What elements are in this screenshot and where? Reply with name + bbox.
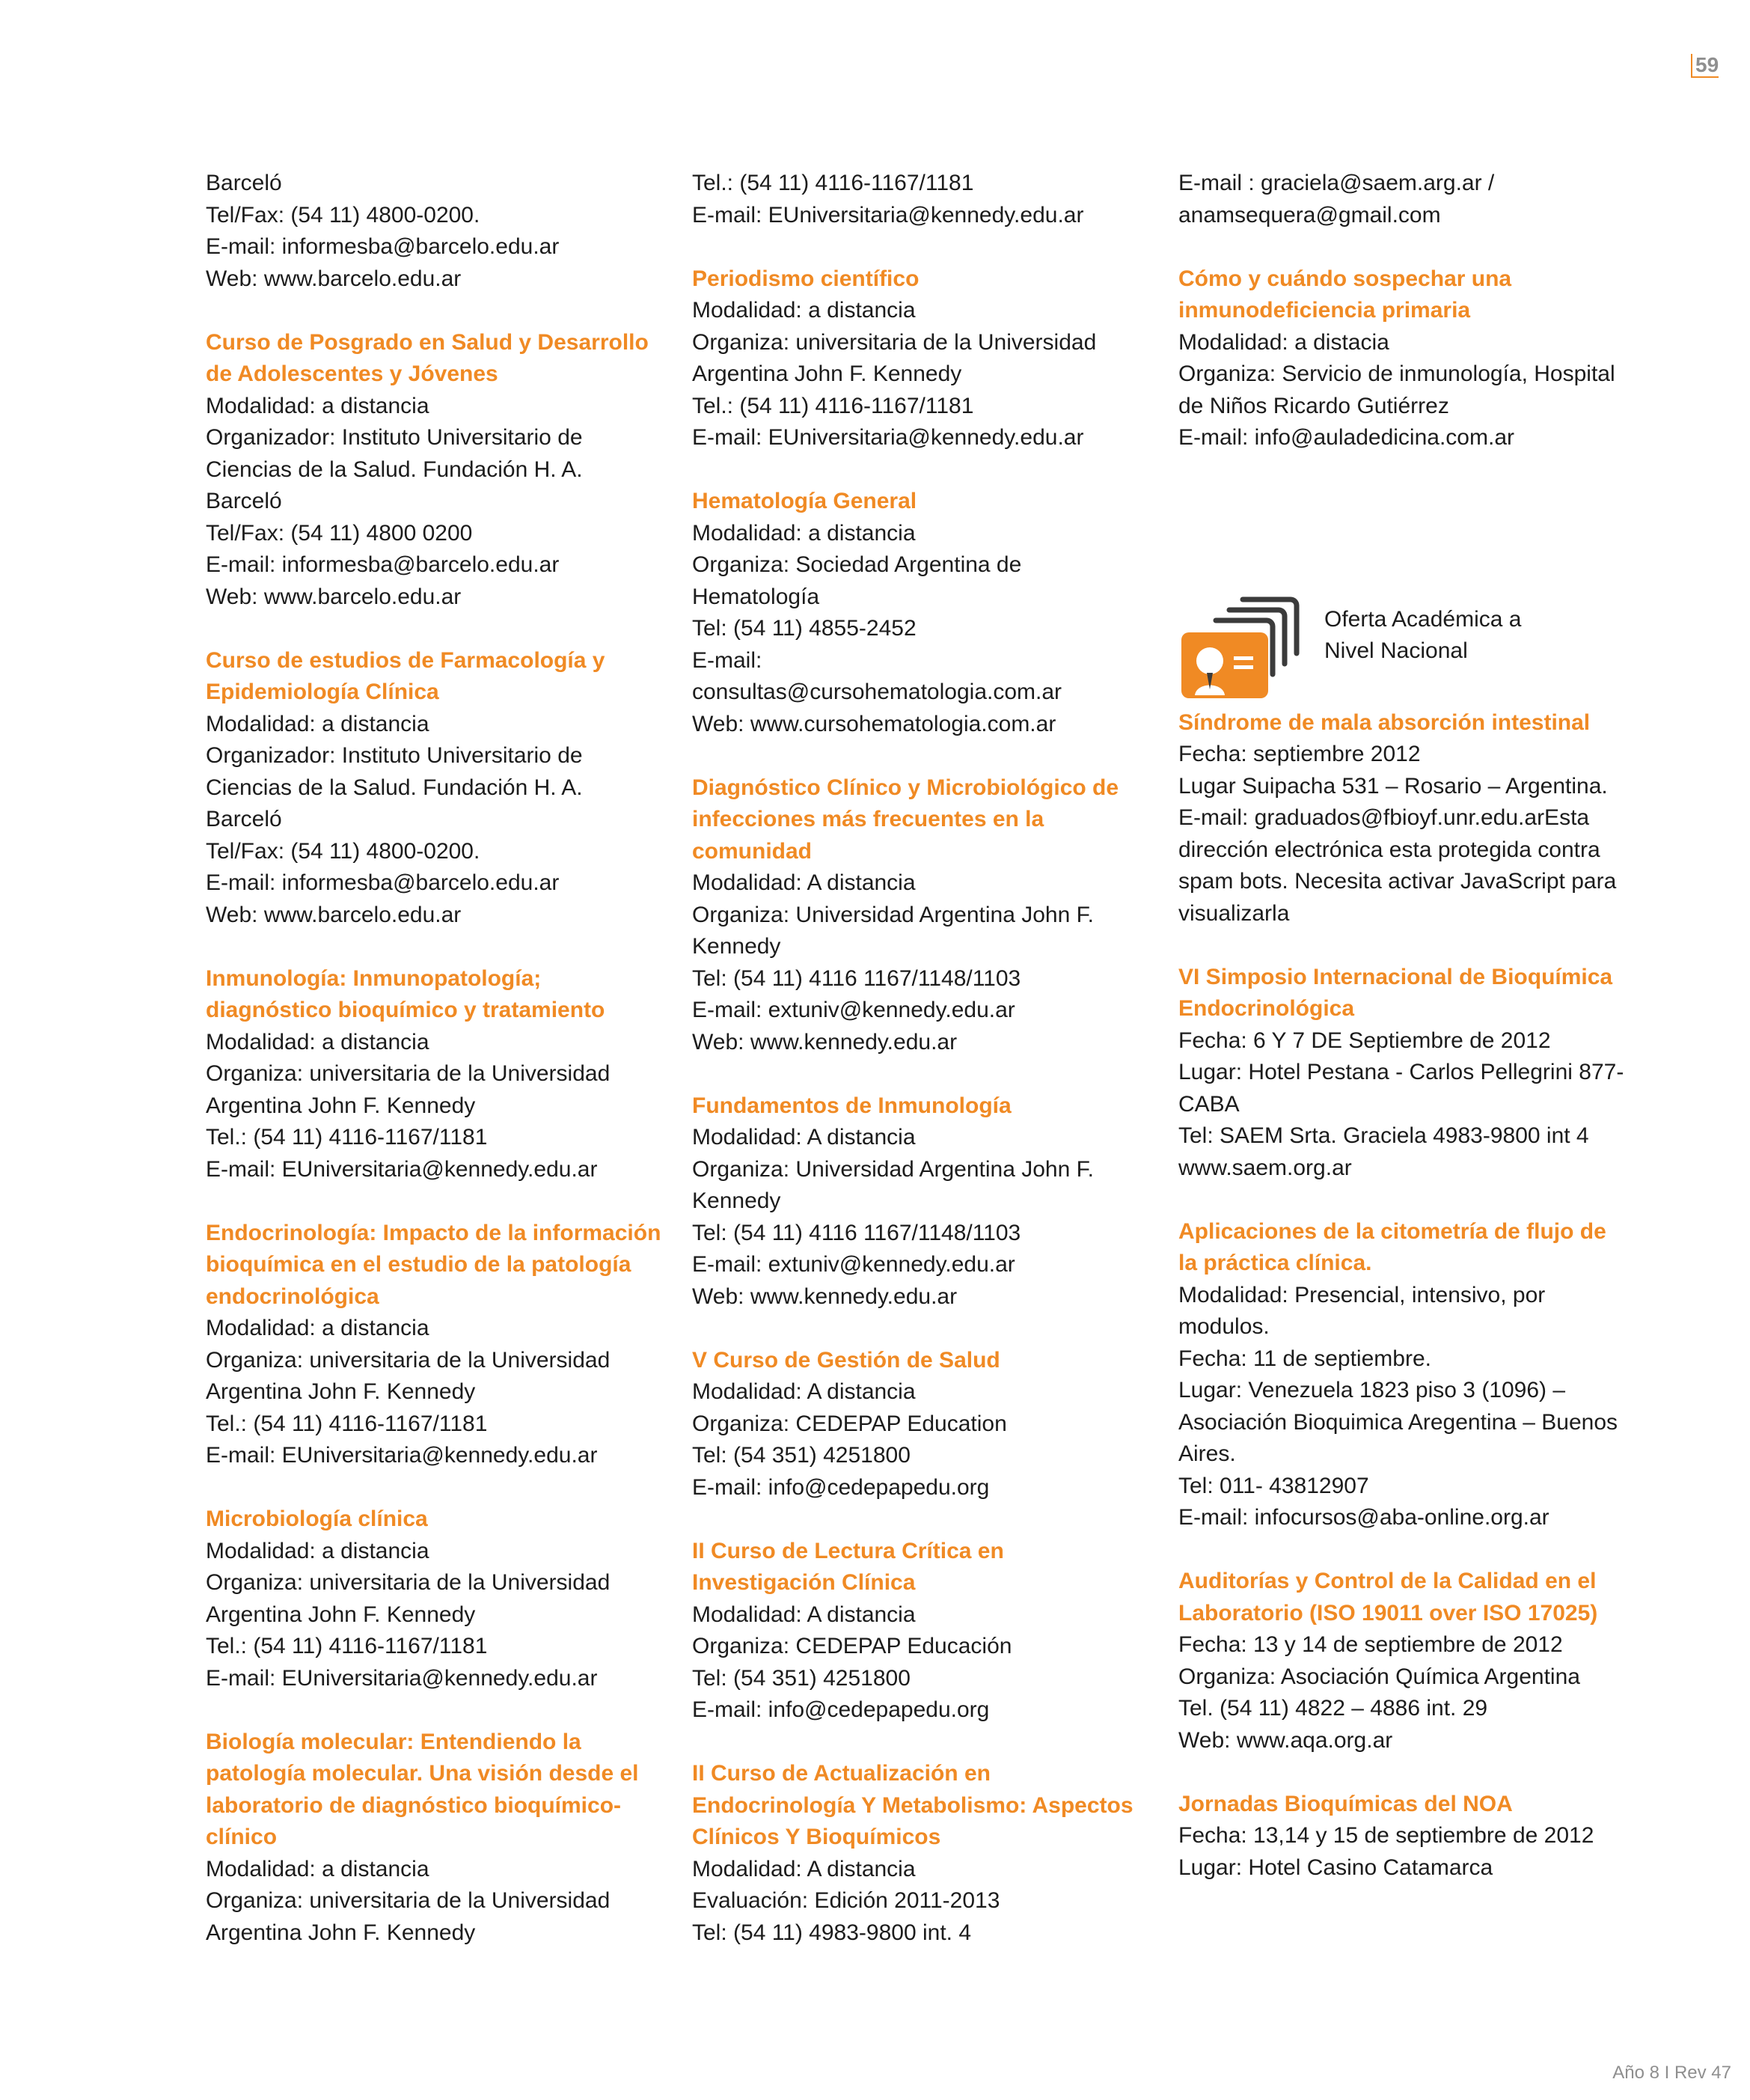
page-footer: Año 8 I Rev 47 bbox=[1612, 2063, 1731, 2083]
listing-title: Inmunología: Inmunopatología; diagnóstico bioquímico y tratamiento bbox=[206, 965, 605, 1022]
listing-line: Modalidad: a distancia bbox=[206, 1538, 429, 1563]
listing-line: Lugar: Hotel Casino Catamarca bbox=[1178, 1855, 1493, 1880]
listing-line: E-mail: informesba@barcelo.edu.ar bbox=[206, 234, 560, 259]
listing-line: E-mail: infocursos@aba-online.org.ar bbox=[1178, 1505, 1549, 1530]
listing-line: E-mail : graciela@saem.arg.ar / bbox=[1178, 171, 1495, 195]
listing-entry bbox=[206, 645, 662, 932]
listing-title: Periodismo científico bbox=[692, 266, 920, 291]
listing-entry bbox=[1178, 707, 1627, 930]
listing-entry bbox=[1178, 1566, 1627, 1756]
listing-entry bbox=[692, 772, 1148, 1059]
listing-line: Tel: (54 351) 4251800 bbox=[692, 1665, 911, 1691]
listing-line: Tel: (54 351) 4251800 bbox=[692, 1443, 911, 1468]
column-3-bottom bbox=[1178, 707, 1627, 1884]
listing-entry bbox=[1178, 168, 1627, 231]
page-number: 59 bbox=[1691, 54, 1719, 78]
listing-line: Web: www.barcelo.edu.ar bbox=[206, 902, 462, 927]
listing-line: Modalidad: A distancia bbox=[692, 1125, 916, 1150]
listing-line: Organiza: Asociación Química Argentina bbox=[1178, 1664, 1580, 1689]
listing-line: Modalidad: a distancia bbox=[206, 1316, 429, 1340]
listing-line: Tel: (54 11) 4855-2452 bbox=[692, 616, 917, 641]
listing-line: E-mail: EUniversitaria@kennedy.edu.ar bbox=[206, 1443, 598, 1468]
listing-line: Tel: (54 11) 4116 1167/1148/1103 bbox=[692, 1220, 1021, 1245]
listing-line: Fecha: septiembre 2012 bbox=[1178, 742, 1421, 766]
listing-title: VI Simposio Internacional de Bioquímica Endocrinológica bbox=[1178, 964, 1613, 1021]
listing-entry bbox=[692, 1345, 1148, 1504]
column-3 bbox=[1178, 168, 1627, 1916]
listing-line: Fecha: 13 y 14 de septiembre de 2012 bbox=[1178, 1632, 1563, 1657]
listing-line: E-mail: EUniversitaria@kennedy.edu.ar bbox=[692, 425, 1084, 450]
listing-line: Web: www.barcelo.edu.ar bbox=[206, 584, 462, 609]
listing-entry bbox=[1178, 1216, 1627, 1534]
listing-line: Tel. (54 11) 4822 – 4886 int. 29 bbox=[1178, 1696, 1488, 1721]
listing-line: Lugar: Venezuela 1823 piso 3 (1096) – Asociación Bioquimica Aregentina – Buenos Aires. bbox=[1178, 1378, 1618, 1466]
listing-entry bbox=[692, 486, 1148, 740]
listing-entry bbox=[206, 1727, 662, 1950]
listing-line: Barceló bbox=[206, 171, 282, 195]
listing-title: Cómo y cuándo sospechar una inmunodeficiencia primaria bbox=[1178, 266, 1512, 323]
listing-entry bbox=[1178, 263, 1627, 454]
listing-title: Hematología General bbox=[692, 489, 917, 513]
listing-line: Organizador: Instituto Universitario de Ciencias de la Salud. Fundación H. A. Barceló bbox=[206, 743, 583, 831]
listing-line: Fecha: 13,14 y 15 de septiembre de 2012 bbox=[1178, 1823, 1594, 1848]
listing-line: Fecha: 6 Y 7 DE Septiembre de 2012 bbox=[1178, 1028, 1551, 1053]
listing-entry bbox=[206, 963, 662, 1186]
listing-line: consultas@cursohematologia.com.ar bbox=[692, 680, 1062, 704]
listing-line: E-mail: informesba@barcelo.edu.ar bbox=[206, 552, 560, 577]
listing-line: E-mail: bbox=[692, 647, 762, 673]
listing-line: Tel: (54 11) 4116 1167/1148/1103 bbox=[692, 965, 1021, 991]
listing-line: Tel.: (54 11) 4116-1167/1181 bbox=[692, 393, 974, 418]
listing-entry bbox=[1178, 1789, 1627, 1884]
listing-line: Organiza: CEDEPAP Education bbox=[692, 1411, 1007, 1436]
listing-title: II Curso de Lectura Crítica en Investigación Clínica bbox=[692, 1538, 1004, 1595]
listing-line: E-mail: extuniv@kennedy.edu.ar bbox=[692, 998, 1015, 1022]
listing-line: Tel/Fax: (54 11) 4800 0200 bbox=[206, 520, 473, 546]
listing-line: Tel: 011- 43812907 bbox=[1178, 1473, 1369, 1498]
listing-line: E-mail: info@cedepapedu.org bbox=[692, 1474, 990, 1500]
listing-line: Modalidad: Presencial, intensivo, por modulos. bbox=[1178, 1282, 1546, 1339]
listing-title: Diagnóstico Clínico y Microbiológico de infecciones más frecuentes en la comunidad bbox=[692, 775, 1119, 864]
listing-title: Auditorías y Control de la Calidad en el Laboratorio (ISO 19011 over ISO 17025) bbox=[1178, 1569, 1598, 1626]
listing-line: Organiza: universitaria de la Universidad Argentina John F. Kennedy bbox=[206, 1570, 611, 1627]
listing-line: Tel.: (54 11) 4116-1167/1181 bbox=[206, 1125, 488, 1150]
listing-line: Tel.: (54 11) 4116-1167/1181 bbox=[206, 1411, 488, 1436]
listing-line: Web: www.barcelo.edu.ar bbox=[206, 266, 462, 291]
listing-line: Modalidad: A distancia bbox=[692, 1379, 916, 1404]
listing-line: E-mail: informesba@barcelo.edu.ar bbox=[206, 870, 560, 895]
listing-line: E-mail: info@cedepapedu.org bbox=[692, 1697, 990, 1722]
listing-line: Fecha: 11 de septiembre. bbox=[1178, 1346, 1431, 1371]
listing-entry bbox=[206, 168, 662, 295]
listing-entry bbox=[692, 168, 1148, 231]
listing-line: Tel.: (54 11) 4116-1167/1181 bbox=[692, 171, 974, 195]
listing-title: Endocrinología: Impacto de la información bioquímica en el estudio de la patología endocrinológica bbox=[206, 1220, 661, 1309]
academic-offer-icon bbox=[1178, 590, 1313, 703]
listing-title: Microbiología clínica bbox=[206, 1507, 428, 1531]
listing-line: Web: www.cursohematologia.com.ar bbox=[692, 711, 1056, 736]
listing-line: Modalidad: a distancia bbox=[206, 1856, 429, 1881]
listing-title: Aplicaciones de la citometría de flujo de la práctica clínica. bbox=[1178, 1218, 1606, 1275]
listing-line: E-mail: EUniversitaria@kennedy.edu.ar bbox=[206, 1665, 598, 1691]
listing-line: E-mail: extuniv@kennedy.edu.ar bbox=[692, 1252, 1015, 1277]
listing-line: Modalidad: a distancia bbox=[692, 298, 916, 323]
listing-line: Web: www.kennedy.edu.ar bbox=[692, 1283, 958, 1309]
listing-entry bbox=[206, 327, 662, 614]
listing-entry bbox=[206, 1218, 662, 1472]
listing-line: Modalidad: A distancia bbox=[692, 1856, 916, 1881]
listing-line: Modalidad: A distancia bbox=[692, 1602, 916, 1627]
listing-line: Web: www.aqa.org.ar bbox=[1178, 1727, 1393, 1753]
listing-line: Organiza: Servicio de inmunología, Hospital de Niños Ricardo Gutiérrez bbox=[1178, 361, 1615, 418]
listing-line: Tel: SAEM Srta. Graciela 4983-9800 int 4 bbox=[1178, 1123, 1589, 1148]
listing-line: www.saem.org.ar bbox=[1178, 1155, 1352, 1180]
listing-entry bbox=[692, 1758, 1148, 1949]
listing-entry bbox=[1178, 962, 1627, 1185]
listing-line: Lugar: Hotel Pestana - Carlos Pellegrini 877-CABA bbox=[1178, 1060, 1624, 1117]
listing-line: E-mail: EUniversitaria@kennedy.edu.ar bbox=[692, 202, 1084, 228]
listing-line: E-mail: EUniversitaria@kennedy.edu.ar bbox=[206, 1156, 598, 1182]
section-label: Oferta Académica a Nivel Nacional bbox=[1324, 606, 1522, 663]
listing-line: Modalidad: A distancia bbox=[692, 870, 916, 895]
listing-line: Tel: (54 11) 4983-9800 int. 4 bbox=[692, 1920, 972, 1945]
listing-line: Organiza: Universidad Argentina John F. Kennedy bbox=[692, 1156, 1094, 1213]
listing-title: V Curso de Gestión de Salud bbox=[692, 1347, 1000, 1373]
listing-line: Organizador: Instituto Universitario de Ciencias de la Salud. Fundación H. A. Barceló bbox=[206, 425, 583, 513]
column-3-top bbox=[1178, 168, 1627, 454]
listing-line: E-mail: graduados@fbioyf.unr.edu.arEsta dirección electrónica esta protegida contra spam bots. Necesita activar JavaScript para visualizarla bbox=[1178, 805, 1617, 926]
listing-line: Tel/Fax: (54 11) 4800-0200. bbox=[206, 202, 480, 228]
listing-line: Organiza: universitaria de la Universidad Argentina John F. Kennedy bbox=[206, 1888, 611, 1945]
listing-line: Evaluación: Edición 2011-2013 bbox=[692, 1888, 1000, 1913]
listing-line: Lugar Suipacha 531 – Rosario – Argentina. bbox=[1178, 773, 1608, 799]
listing-line: Modalidad: a distacia bbox=[1178, 329, 1389, 355]
listing-line: Web: www.kennedy.edu.ar bbox=[692, 1029, 958, 1054]
listing-line: Tel/Fax: (54 11) 4800-0200. bbox=[206, 838, 480, 864]
listing-title: Síndrome de mala absorción intestinal bbox=[1178, 709, 1591, 735]
listing-entry bbox=[692, 1090, 1148, 1313]
listing-line: Tel.: (54 11) 4116-1167/1181 bbox=[206, 1634, 488, 1658]
listing-title: II Curso de Actualización en Endocrinología Y Metabolismo: Aspectos Clínicos Y Bioquímicos bbox=[692, 1761, 1133, 1849]
listing-line: Organiza: universitaria de la Universidad Argentina John F. Kennedy bbox=[692, 329, 1097, 386]
listing-line: Modalidad: a distancia bbox=[206, 711, 429, 736]
section-header bbox=[1178, 590, 1627, 703]
column-1 bbox=[206, 168, 662, 1981]
listing-line: Modalidad: a distancia bbox=[206, 1029, 429, 1054]
listing-title: Curso de Posgrado en Salud y Desarrollo de Adolescentes y Jóvenes bbox=[206, 329, 649, 386]
listing-title: Jornadas Bioquímicas del NOA bbox=[1178, 1791, 1513, 1816]
listing-entry bbox=[206, 1504, 662, 1694]
column-2 bbox=[692, 168, 1148, 1981]
listing-line: Modalidad: a distancia bbox=[692, 520, 916, 546]
listing-entry bbox=[692, 1536, 1148, 1727]
listing-entry bbox=[692, 263, 1148, 454]
listing-line: Organiza: Sociedad Argentina de Hematología bbox=[692, 552, 1022, 609]
listing-line: Organiza: universitaria de la Universidad Argentina John F. Kennedy bbox=[206, 1061, 611, 1118]
listing-title: Biología molecular: Entendiendo la patología molecular. Una visión desde el laboratorio de diagnóstico bioquímico-clínico bbox=[206, 1729, 639, 1849]
listing-title: Curso de estudios de Farmacología y Epidemiología Clínica bbox=[206, 647, 605, 704]
listing-line: anamsequera@gmail.com bbox=[1178, 202, 1441, 228]
listing-line: Modalidad: a distancia bbox=[206, 393, 429, 418]
listing-line: Organiza: universitaria de la Universidad Argentina John F. Kennedy bbox=[206, 1347, 611, 1404]
listing-line: Organiza: CEDEPAP Educación bbox=[692, 1634, 1012, 1658]
listing-line: E-mail: info@auladedicina.com.ar bbox=[1178, 425, 1514, 450]
listing-title: Fundamentos de Inmunología bbox=[692, 1093, 1012, 1118]
listing-line: Organiza: Universidad Argentina John F. Kennedy bbox=[692, 902, 1094, 959]
